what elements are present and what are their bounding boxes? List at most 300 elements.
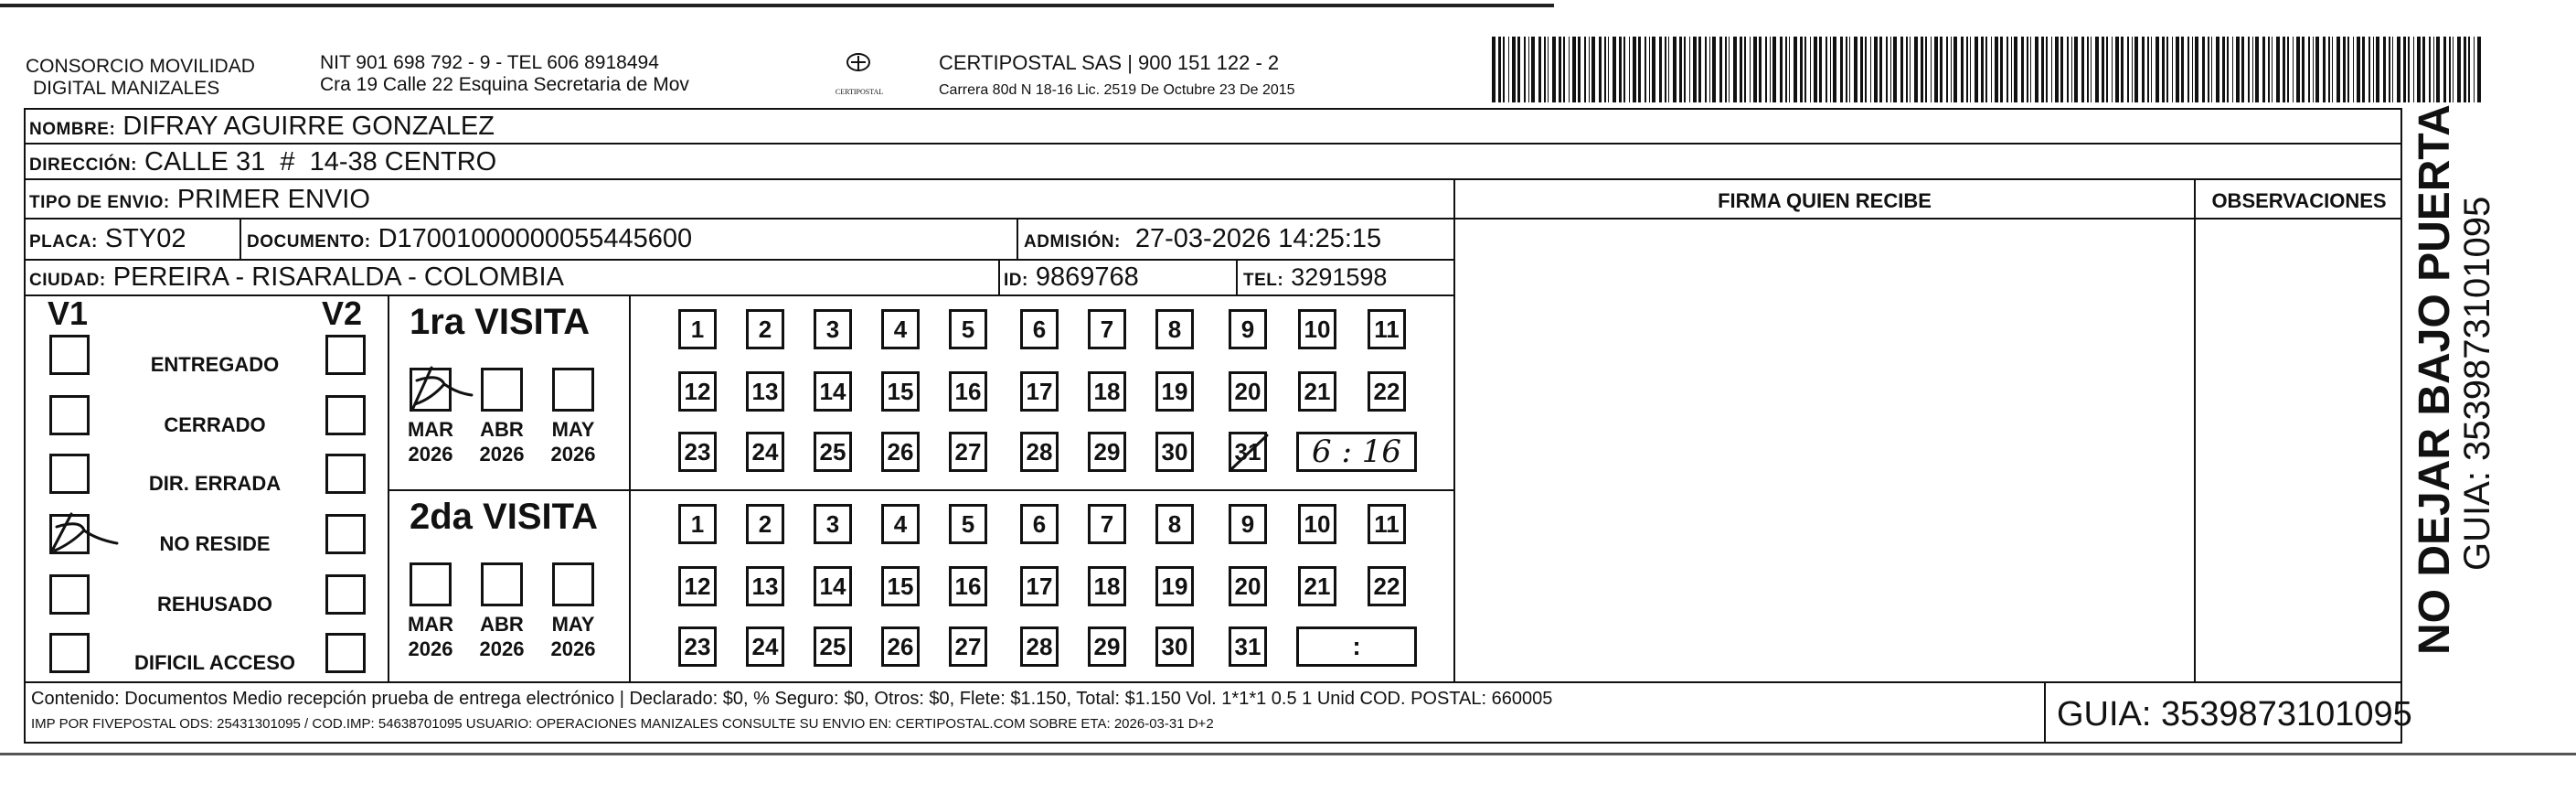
day-box-4[interactable]: 4	[881, 309, 920, 349]
visit-title: 2da VISITA	[410, 497, 598, 537]
barcode-bar	[1645, 37, 1646, 102]
day-box-18[interactable]: 18	[1088, 566, 1126, 606]
barcode-bar	[2302, 37, 2305, 102]
admision-label: ADMISIÓN:	[1024, 232, 1121, 252]
barcode-bar	[1925, 37, 1927, 102]
barcode-bar	[2241, 37, 2244, 102]
left-panel-divider	[1453, 178, 1455, 681]
barcode-bar	[2332, 37, 2333, 102]
barcode-bar	[1668, 37, 1669, 102]
day-box-23[interactable]: 23	[678, 626, 717, 667]
day-box-19[interactable]: 19	[1155, 566, 1194, 606]
barcode-bar	[1512, 37, 1516, 102]
footer-content-line: Contenido: Documentos Medio recepción prueba de entrega electrónico | Declarado: $0, % Seguro: $0, Otros: $0, Flete: $1.150, Total: $1.150 Vol. 1*1*1 0.5 1 Unid COD. POSTAL: 660005	[31, 689, 1553, 709]
day-box-20[interactable]: 20	[1229, 566, 1267, 606]
barcode-bar	[1679, 37, 1682, 102]
placa-divider	[240, 218, 241, 259]
barcode-bar	[2041, 37, 2044, 102]
barcode-bar	[2422, 37, 2425, 102]
barcode-bar	[1991, 37, 1992, 102]
month-name: ABR	[480, 613, 524, 636]
id-divider	[1236, 259, 1238, 294]
barcode-bar	[2389, 37, 2390, 102]
barcode-bar	[1985, 37, 1987, 102]
month-label	[473, 612, 531, 661]
barcode-bar	[2464, 37, 2466, 102]
scan-edge-bottom	[0, 753, 2576, 755]
barcode-bar	[2236, 37, 2240, 102]
day-box-29[interactable]: 29	[1088, 626, 1126, 667]
status-label: DIR. ERRADA	[148, 472, 282, 495]
barcode-bar	[1524, 37, 1526, 102]
month-label	[544, 612, 602, 661]
day-box-12[interactable]: 12	[678, 566, 717, 606]
month-year: 2026	[479, 637, 525, 660]
day-box-20[interactable]: 20	[1229, 371, 1267, 412]
barcode-bar	[2115, 37, 2119, 102]
barcode-bar	[2287, 37, 2289, 102]
day-box-1[interactable]: 1	[678, 309, 717, 349]
status-label: CERRADO	[164, 413, 266, 436]
day-box-24[interactable]: 24	[746, 432, 784, 472]
barcode-bar	[2074, 37, 2078, 102]
month-checkbox[interactable]	[410, 562, 452, 606]
month-label	[401, 417, 460, 466]
barcode-bar	[1826, 37, 1827, 102]
barcode-bar	[2336, 37, 2340, 102]
barcode-bar	[1931, 37, 1932, 102]
ciudad-cell	[29, 262, 564, 296]
status-panel-divider	[388, 294, 389, 681]
barcode-bar	[1874, 37, 1878, 102]
barcode-bar	[2208, 37, 2209, 102]
barcode-bar	[1854, 37, 1857, 102]
day-box-16[interactable]: 16	[949, 371, 987, 412]
guia-divider	[2044, 681, 2046, 744]
barcode-bar	[2127, 37, 2129, 102]
day-box-9[interactable]: 9	[1229, 504, 1267, 544]
day-box-27[interactable]: 27	[949, 626, 987, 667]
barcode-bar	[1578, 37, 1581, 102]
barcode-bar	[1910, 37, 1911, 102]
barcode-bar	[2055, 37, 2059, 102]
v1-checkbox[interactable]	[49, 335, 90, 375]
day-box-5[interactable]: 5	[949, 504, 987, 544]
company-nit: NIT 901 698 792 - 9 - TEL 606 8918494	[320, 52, 659, 73]
placa-label: PLACA:	[29, 232, 98, 252]
day-box-10[interactable]: 10	[1298, 504, 1336, 544]
month-label	[401, 612, 460, 661]
day-box-10[interactable]: 10	[1298, 309, 1336, 349]
barcode-bar	[1772, 37, 1776, 102]
month-checkbox[interactable]	[552, 368, 594, 412]
barcode-bar	[1789, 37, 1790, 102]
day-box-19[interactable]: 19	[1155, 371, 1194, 412]
barcode-bar	[1804, 37, 1806, 102]
barcode-bar	[2227, 37, 2229, 102]
status-label: DIFICIL ACCESO	[133, 651, 295, 674]
ciudad-label: CIUDAD:	[29, 271, 106, 290]
day-box-31[interactable]: 31	[1229, 432, 1267, 472]
barcode-bar	[1705, 37, 1707, 102]
day-box-5[interactable]: 5	[949, 309, 987, 349]
nombre-value: DIFRAY AGUIRRE GONZALEZ	[122, 112, 495, 141]
day-box-26[interactable]: 26	[881, 626, 920, 667]
status-label: REHUSADO	[157, 593, 272, 616]
barcode-bar	[2181, 37, 2184, 102]
barcode-bar	[1503, 37, 1505, 102]
barcode-bar	[1569, 37, 1570, 102]
day-box-2[interactable]: 2	[746, 309, 784, 349]
day-box-6[interactable]: 6	[1020, 504, 1059, 544]
barcode-bar	[1733, 37, 1737, 102]
row-divider-3	[24, 218, 2402, 219]
month-checkbox[interactable]	[552, 562, 594, 606]
barcode-bar	[2276, 37, 2280, 102]
day-box-21[interactable]: 21	[1298, 566, 1336, 606]
barcode-bar	[1946, 37, 1948, 102]
direccion-label: DIRECCIÓN:	[29, 155, 137, 175]
direccion-value: CALLE 31 # 14-38 CENTRO	[144, 147, 497, 177]
company-address: Cra 19 Calle 22 Esquina Secretaria de Mov	[320, 74, 689, 95]
barcode-bar	[1725, 37, 1727, 102]
barcode-bar	[1814, 37, 1817, 102]
day-box-9[interactable]: 9	[1229, 309, 1267, 349]
day-box-4[interactable]: 4	[881, 504, 920, 544]
barcode-bar	[2021, 37, 2024, 102]
day-box-26[interactable]: 26	[881, 432, 920, 472]
handwritten-check-mark	[44, 507, 126, 562]
footer-print-line: IMP POR FIVEPOSTAL ODS: 25431301095 / COD.IMP: 54638701095 USUARIO: OPERACIONES MANIZALES CONSULTE SU ENVIO EN: CERTIPOSTAL.COM SOBRE ETA: 2026-03-31 D+2	[31, 716, 1214, 732]
admision-value: 27-03-2026 14:25:15	[1134, 224, 1382, 253]
month-year: 2026	[479, 443, 525, 466]
day-box-17[interactable]: 17	[1020, 371, 1059, 412]
barcode-bar	[1921, 37, 1923, 102]
barcode-bar	[2087, 37, 2089, 102]
barcode-bar	[2468, 37, 2470, 102]
day-box-8[interactable]: 8	[1155, 504, 1194, 544]
barcode-bar	[2051, 37, 2052, 102]
visit-divider	[388, 489, 1455, 491]
admision-cell	[1024, 223, 1381, 258]
observaciones-header: OBSERVACIONES	[2211, 189, 2387, 212]
barcode-bar	[2134, 37, 2138, 102]
barcode-bar	[1652, 37, 1655, 102]
barcode-bar	[2449, 37, 2451, 102]
barcode-bar	[2368, 37, 2370, 102]
barcode-bar	[1970, 37, 1971, 102]
barcode-bar	[1785, 37, 1787, 102]
barcode-bar	[2187, 37, 2189, 102]
ciudad-divider	[998, 259, 1000, 294]
tel-value: 3291598	[1291, 263, 1388, 291]
visit-title: 1ra VISITA	[410, 302, 591, 342]
barcode-bar	[2323, 37, 2326, 102]
barcode-bar	[1684, 37, 1686, 102]
barcode-bar	[1893, 37, 1897, 102]
barcode-bar	[1544, 37, 1546, 102]
barcode-bar	[1492, 37, 1496, 102]
barcode-bar	[1934, 37, 1938, 102]
footer-guia-number: GUIA: 3539873101095	[2057, 695, 2412, 733]
barcode-bar	[2192, 37, 2193, 102]
barcode-bar	[1940, 37, 1943, 102]
v1-checkbox[interactable]	[49, 454, 90, 494]
barcode-bar	[2283, 37, 2285, 102]
month-year: 2026	[550, 637, 596, 660]
barcode-bar	[2293, 37, 2294, 102]
barcode-bar	[2362, 37, 2365, 102]
v2-checkbox[interactable]	[325, 335, 366, 375]
firma-header: FIRMA QUIEN RECIBE	[1718, 189, 1932, 212]
day-box-15[interactable]: 15	[881, 371, 920, 412]
barcode-bar	[2112, 37, 2113, 102]
barcode-bar	[1890, 37, 1891, 102]
day-box-16[interactable]: 16	[949, 566, 987, 606]
barcode-bar	[2474, 37, 2475, 102]
month-label	[473, 417, 531, 466]
barcode-bar	[2397, 37, 2400, 102]
barcode-bar	[1531, 37, 1535, 102]
barcode-bar	[2232, 37, 2233, 102]
day-box-18[interactable]: 18	[1088, 371, 1126, 412]
barcode-bar	[1995, 37, 1998, 102]
day-box-1[interactable]: 1	[678, 504, 717, 544]
barcode-bar	[1870, 37, 1871, 102]
month-year: 2026	[408, 443, 453, 466]
time-box[interactable]	[1296, 626, 1417, 667]
barcode-bar	[2296, 37, 2300, 102]
barcode-bar	[2353, 37, 2354, 102]
day-box-23[interactable]: 23	[678, 432, 717, 472]
month-year: 2026	[408, 637, 453, 660]
day-box-6[interactable]: 6	[1020, 309, 1059, 349]
v2-checkbox[interactable]	[325, 574, 366, 615]
day-box-13[interactable]: 13	[746, 566, 784, 606]
barcode-bar	[2272, 37, 2273, 102]
day-box-3[interactable]: 3	[814, 309, 852, 349]
placa-cell	[29, 223, 186, 258]
barcode-bar	[2308, 37, 2310, 102]
direccion-row	[29, 146, 496, 181]
barcode-bar	[1508, 37, 1509, 102]
barcode-bar	[1719, 37, 1722, 102]
barcode-bar	[1886, 37, 1888, 102]
day-box-29[interactable]: 29	[1088, 432, 1126, 472]
barcode-bar	[2102, 37, 2104, 102]
day-box-17[interactable]: 17	[1020, 566, 1059, 606]
barcode-bar	[1810, 37, 1811, 102]
month-year: 2026	[550, 443, 596, 466]
barcode-bar	[1953, 37, 1957, 102]
id-value: 9869768	[1035, 262, 1139, 292]
barcode-bar	[1591, 37, 1595, 102]
v2-checkbox[interactable]	[325, 454, 366, 494]
v2-header: V2	[322, 294, 363, 332]
barcode-bar	[1563, 37, 1565, 102]
barcode-bar	[2166, 37, 2168, 102]
v2-checkbox[interactable]	[325, 514, 366, 554]
barcode-bar	[2373, 37, 2374, 102]
barcode-bar	[1633, 37, 1636, 102]
barcode-bar	[2457, 37, 2461, 102]
observaciones-divider	[2194, 178, 2196, 681]
day-box-27[interactable]: 27	[949, 432, 987, 472]
certipostal-logo	[827, 48, 891, 102]
no-dejar-bajo-puerta: NO DEJAR BAJO PUERTA	[2411, 104, 2459, 655]
day-box-14[interactable]: 14	[814, 371, 852, 412]
row-divider-4	[24, 259, 1455, 261]
barcode-bar	[1559, 37, 1561, 102]
barcode-bar	[1613, 37, 1616, 102]
barcode-bar	[2035, 37, 2038, 102]
barcode-bar	[2014, 37, 2017, 102]
barcode-bar	[1865, 37, 1867, 102]
placa-value: STY02	[104, 224, 186, 253]
barcode-bar	[1830, 37, 1831, 102]
barcode-bar	[2343, 37, 2346, 102]
barcode-bar	[2383, 37, 2386, 102]
v1-checkbox[interactable]	[49, 574, 90, 615]
barcode-bar	[2195, 37, 2198, 102]
day-box-25[interactable]: 25	[814, 626, 852, 667]
barcode-bar	[1548, 37, 1549, 102]
barcode-bar	[2357, 37, 2360, 102]
barcode-bar	[2436, 37, 2440, 102]
day-box-12[interactable]: 12	[678, 371, 717, 412]
day-box-11[interactable]: 11	[1368, 309, 1406, 349]
documento-divider	[1017, 218, 1018, 259]
barcode-bar	[2252, 37, 2253, 102]
barcode-bar	[1794, 37, 1797, 102]
id-label: ID:	[1004, 271, 1028, 290]
barcode-bar	[2071, 37, 2072, 102]
day-box-8[interactable]: 8	[1155, 309, 1194, 349]
barcode-bar	[1528, 37, 1529, 102]
day-box-3[interactable]: 3	[814, 504, 852, 544]
courier-name: CERTIPOSTAL SAS | 900 151 122 - 2	[939, 51, 1280, 74]
v2-checkbox[interactable]	[325, 633, 366, 673]
month-label	[544, 417, 602, 466]
day-box-30[interactable]: 30	[1155, 626, 1194, 667]
barcode-bar	[1840, 37, 1843, 102]
barcode-bar	[1780, 37, 1783, 102]
barcode-bar	[2328, 37, 2330, 102]
barcode-bar	[1712, 37, 1716, 102]
barcode-bar	[1517, 37, 1520, 102]
day-box-15[interactable]: 15	[881, 566, 920, 606]
barcode-bar	[1673, 37, 1677, 102]
barcode-bar	[1860, 37, 1863, 102]
handwritten-day-mark	[1223, 430, 1278, 476]
v1-checkbox[interactable]	[49, 395, 90, 435]
day-box-7[interactable]: 7	[1088, 504, 1126, 544]
barcode-bar	[1879, 37, 1882, 102]
day-box-22[interactable]: 22	[1368, 371, 1406, 412]
barcode-bar	[2147, 37, 2149, 102]
day-box-24[interactable]: 24	[746, 626, 784, 667]
barcode-bar	[1744, 37, 1746, 102]
nombre-row	[29, 111, 495, 145]
barcode-bar	[1599, 37, 1602, 102]
v1-header: V1	[48, 294, 89, 332]
barcode-bar	[1900, 37, 1903, 102]
barcode-bar	[1638, 37, 1641, 102]
v2-checkbox[interactable]	[325, 395, 366, 435]
day-box-25[interactable]: 25	[814, 432, 852, 472]
month-name: MAR	[407, 418, 454, 441]
barcode-bar	[2313, 37, 2314, 102]
barcode-bar	[2376, 37, 2379, 102]
v1-checkbox[interactable]	[49, 633, 90, 673]
barcode-bar	[1914, 37, 1918, 102]
barcode-bar	[2216, 37, 2219, 102]
day-box-2[interactable]: 2	[746, 504, 784, 544]
day-box-28[interactable]: 28	[1020, 626, 1059, 667]
barcode-bar	[1849, 37, 1850, 102]
month-checkbox[interactable]	[481, 368, 523, 412]
barcode-bar	[1584, 37, 1586, 102]
barcode-bar	[2176, 37, 2179, 102]
barcode-bar	[1619, 37, 1622, 102]
barcode-bar	[2142, 37, 2145, 102]
id-cell	[1004, 262, 1139, 296]
barcode-bar	[2081, 37, 2084, 102]
barcode-bar	[2011, 37, 2012, 102]
barcode-bar	[2429, 37, 2431, 102]
day-box-28[interactable]: 28	[1020, 432, 1059, 472]
day-box-14[interactable]: 14	[814, 566, 852, 606]
month-name: MAY	[551, 418, 595, 441]
barcode-bar	[2222, 37, 2225, 102]
barcode-bar	[1729, 37, 1730, 102]
barcode-bar	[1800, 37, 1803, 102]
barcode-bar	[1659, 37, 1662, 102]
barcode-bar	[1966, 37, 1968, 102]
barcode-bar	[2413, 37, 2414, 102]
barcode-bar	[2007, 37, 2008, 102]
barcode-bar	[2248, 37, 2250, 102]
time-value: 6 : 16	[1312, 434, 1401, 470]
barcode-bar	[2347, 37, 2349, 102]
day-box-30[interactable]: 30	[1155, 432, 1194, 472]
months-divider	[629, 294, 631, 681]
day-box-21[interactable]: 21	[1298, 371, 1336, 412]
status-label: NO RESIDE	[159, 532, 271, 555]
tipo-envio-row	[29, 184, 370, 219]
barcode-bar	[1846, 37, 1847, 102]
time-box[interactable]	[1296, 432, 1417, 472]
month-checkbox[interactable]	[481, 562, 523, 606]
day-box-22[interactable]: 22	[1368, 566, 1406, 606]
barcode-bar	[2000, 37, 2003, 102]
day-box-13[interactable]: 13	[746, 371, 784, 412]
nombre-label: NOMBRE:	[29, 120, 116, 139]
barcode-bar	[2151, 37, 2152, 102]
barcode-bar	[1975, 37, 1978, 102]
barcode-bar	[2392, 37, 2393, 102]
barcode-bar	[1981, 37, 1984, 102]
day-box-7[interactable]: 7	[1088, 309, 1126, 349]
barcode-bar	[1623, 37, 1625, 102]
barcode-bar	[1951, 37, 1952, 102]
barcode-bar	[1498, 37, 1501, 102]
day-box-11[interactable]: 11	[1368, 504, 1406, 544]
barcode-bar	[1608, 37, 1609, 102]
barcode-bar	[1629, 37, 1630, 102]
day-box-31[interactable]: 31	[1229, 626, 1267, 667]
barcode-bar	[1753, 37, 1757, 102]
